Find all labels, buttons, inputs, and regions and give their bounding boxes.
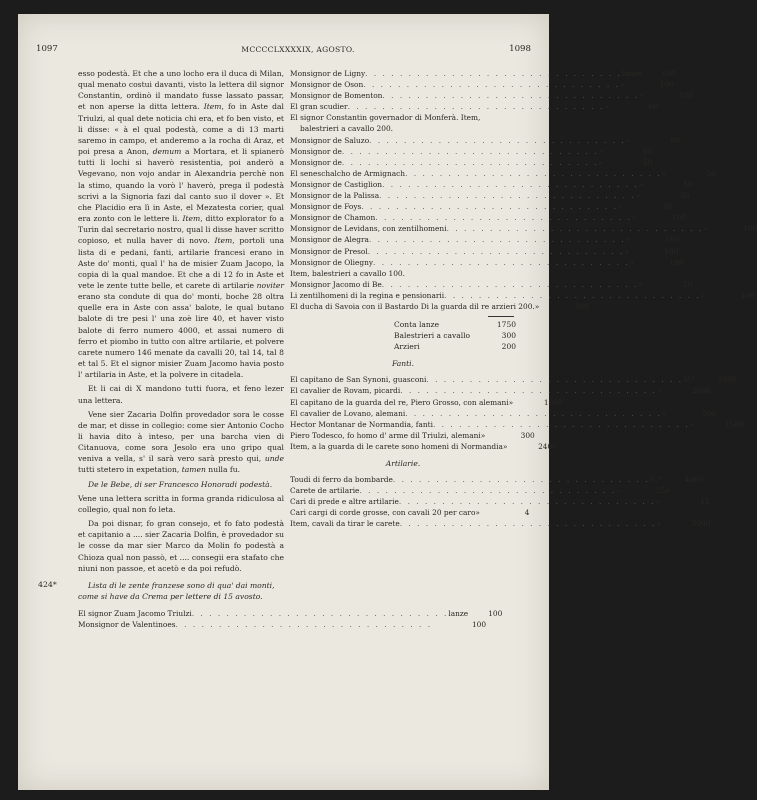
list-row bbox=[290, 518, 711, 529]
list-row bbox=[290, 246, 679, 257]
entry-name: Toudi di ferro da bombarde bbox=[290, 475, 393, 484]
entry-name: El cavalier de Rovam, picardi bbox=[290, 386, 401, 396]
entry-name: Carete de artilarie bbox=[290, 486, 360, 496]
entry-unit: » bbox=[624, 246, 629, 256]
entry-value: 100 bbox=[669, 257, 684, 267]
entry-unit: » bbox=[638, 279, 643, 289]
leader-dots: . . . . . . . . . . . . . . . . . . . . . . . . . . . . . . bbox=[405, 408, 662, 418]
paragraph bbox=[78, 409, 284, 476]
entry-unit: » bbox=[639, 91, 644, 101]
entry-unit: » bbox=[625, 135, 631, 145]
entry-unit: » bbox=[480, 430, 486, 440]
entry-value: 2000 bbox=[718, 375, 737, 385]
entry-unit: » bbox=[625, 235, 631, 245]
leader-dots: . . . . . . . . . . . . . . . . . . . . . . . . . . . . . . bbox=[399, 519, 657, 529]
left-list bbox=[78, 608, 503, 630]
list-row bbox=[290, 101, 659, 112]
entry-unit: » bbox=[635, 191, 641, 201]
entry-unit: » bbox=[502, 441, 508, 451]
paragraph-text: esso podestà. Et che a uno locho era il duca di Milan, qual menato costui davanti, visto la lettera dil signor Constantin, ordinò il mandato fusse lassato passar, et non aperse la ditta lettera. bbox=[78, 69, 284, 112]
leader-dots: . . . . . . . . . . . . . . . . . . . . . . . . . . . . . . bbox=[432, 419, 690, 429]
entry-name: El signor Zuam Jacomo Triulzi bbox=[78, 609, 192, 619]
paragraph-text: Item bbox=[182, 214, 201, 224]
total-row bbox=[394, 341, 516, 352]
entry-name: El gran scudier bbox=[290, 102, 348, 112]
right-page-number: 1098 bbox=[509, 44, 531, 54]
list-row bbox=[290, 79, 674, 90]
paragraph bbox=[78, 68, 284, 380]
entry-name: El capitano de la guarda del re, Piero Grosso, con alemani bbox=[290, 397, 509, 407]
entry-name: Monsignor de Presol bbox=[290, 246, 368, 256]
entry-unit: » bbox=[598, 157, 604, 167]
entry-unit: » bbox=[475, 508, 480, 518]
list-row bbox=[290, 90, 694, 101]
paragraph-text: Vene sier Zacaria Dolfin provedador sora le cosse de mar, et disse in collegio: come sier Antonio Cocho li havia dito à inteso, per una barcha vien di Citanuova, come sora Jesolo era uno gripo qual veniva a vella, s' il sarà vero sarà presto qui, bbox=[78, 409, 284, 464]
running-title: MCCCCLXXXXIX, AGOSTO. bbox=[241, 45, 355, 54]
paragraph bbox=[78, 493, 284, 515]
leader-dots: . . . . . . . . . . . . . . . . . . . . . . . . . . . . . . bbox=[369, 135, 626, 145]
section-title-fanti: Fanti. bbox=[391, 359, 415, 369]
list-row bbox=[290, 397, 563, 408]
leader-dots: . . . . . . . . . . . . . . . . . . . . . . . . . . . . . . bbox=[341, 157, 599, 167]
entry-unit: » bbox=[655, 497, 661, 507]
entry-name: Monsignor de Saluzo bbox=[290, 135, 370, 145]
list-row bbox=[290, 430, 535, 441]
paragraph-text: Vene una lettera scritta in forma granda ridiculosa al collegio, qual non fo leta. bbox=[78, 493, 284, 514]
entry-value: 50 bbox=[680, 191, 690, 201]
leader-dots: . . . . . . . . . . . . . . . . . . . . . . . . . . . . . . bbox=[426, 375, 683, 385]
leader-dots: . . . . . . . . . . . . . . . . . . . . . . . . . . . . . . bbox=[359, 486, 617, 496]
entry-name: Monsignor de Foys bbox=[290, 202, 362, 212]
list-row bbox=[290, 179, 693, 190]
list-row bbox=[290, 301, 589, 312]
list-row bbox=[290, 441, 557, 452]
leader-dots: . . . . . . . . . . . . . . . . . . . . . . . . . . . . . . bbox=[382, 179, 639, 189]
left-page-number: 1097 bbox=[36, 44, 58, 54]
paragraph-text: Et li cai di X mandono tutti fuora, et feno lezer una lettera. bbox=[78, 384, 284, 405]
entry-unit: » bbox=[631, 213, 637, 223]
list-row: El signor Constantin governador di Monferà. Item, balestrieri a cavallo 200. bbox=[290, 113, 481, 134]
list-row: Item, balestrieri a cavallo 100. bbox=[290, 268, 405, 278]
entry-unit: lanze bbox=[621, 69, 642, 78]
entry-value: 50 bbox=[643, 157, 653, 167]
paragraph-text: nulla fu. bbox=[205, 465, 240, 475]
list-row bbox=[290, 385, 711, 396]
entry-name: Monsignor de Levidans, con zentilhomeni bbox=[290, 224, 447, 234]
lanze-list bbox=[290, 68, 757, 312]
paragraph bbox=[78, 383, 284, 405]
list-row bbox=[290, 234, 680, 245]
list-row bbox=[290, 223, 757, 234]
entry-name: Monsignor de Castiglion bbox=[290, 179, 383, 189]
entry-unit: » bbox=[638, 179, 644, 189]
entry-value: 12 bbox=[700, 497, 710, 507]
list-row bbox=[290, 419, 744, 430]
paragraph-text: demum bbox=[152, 147, 182, 157]
list-row bbox=[290, 201, 672, 212]
entry-value: 100 bbox=[661, 69, 676, 78]
list-row bbox=[290, 474, 704, 485]
list-row bbox=[290, 135, 680, 146]
leader-dots: . . . . . . . . . . . . . . . . . . . . . . . . . . . . . . bbox=[446, 224, 704, 234]
total-value: 1750 bbox=[496, 320, 516, 330]
entry-value: 3000 bbox=[691, 519, 711, 529]
entry-value: 100 bbox=[743, 224, 757, 234]
total-label: Conta lanze bbox=[394, 320, 440, 330]
leader-dots: . . . . . . . . . . . . . . . . . . . . . . . . . . . . . . bbox=[405, 168, 662, 178]
total-label: Balestrieri a cavallo bbox=[394, 331, 471, 341]
leader-dots: . . . . . . . . . . . . . . . . . . . . . . . . . . . . . . bbox=[365, 69, 622, 78]
entry-name: Item, cavali da tirar le carete bbox=[290, 519, 400, 529]
section-title-artilarie: Artilarie. bbox=[385, 459, 421, 468]
leader-dots: . . . . . . . . . . . . . . . . . . . . . . . . . . . . . . bbox=[368, 235, 626, 245]
total-value: 200 bbox=[501, 342, 516, 352]
paragraph-text: unde bbox=[264, 454, 284, 464]
entry-name: El seneschalcho de Armignach bbox=[290, 168, 406, 178]
entry-value: 2000 bbox=[692, 386, 711, 396]
entry-name: Monsignor de Oliegny bbox=[290, 257, 374, 267]
entry-value: 300 bbox=[520, 430, 535, 440]
fanti-list bbox=[290, 374, 744, 452]
list-row bbox=[290, 496, 710, 507]
entry-unit: » bbox=[703, 224, 708, 234]
leader-dots: . . . . . . . . . . . . . . . . . . . . . . . . . . . . . . bbox=[379, 191, 636, 201]
list-row bbox=[290, 212, 686, 223]
entry-value: 70 bbox=[662, 202, 672, 212]
paragraph-text: Da poi disnar, fo gran consejo, et fo fato podestà et capitanio a .... sier Zacaria Dolfin, è provedador su le cosse da mar sier Marco da Molin fo podestà a Chioza qual non passò, et .... consegii era stafato che niuni non passoe, et acetò e da poi refudò. bbox=[78, 519, 284, 573]
entry-unit: » bbox=[617, 202, 623, 212]
entry-value: 500 bbox=[701, 408, 716, 418]
list-row bbox=[290, 507, 530, 518]
leader-dots: . . . . . . . . . . . . . . . . . . . . . . . . . . . . . . bbox=[367, 246, 625, 256]
entry-name: Cari di prede e altre artilarie bbox=[290, 497, 399, 507]
entry-name: Monsignor de Chamon bbox=[290, 213, 376, 223]
entry-name: Monsignor de Bomenton bbox=[290, 91, 383, 101]
entry-value: 100 bbox=[488, 609, 503, 619]
leader-dots: . . . . . . . . . . . . . . . . . . . . . . . . . . . . . . bbox=[381, 279, 639, 289]
paragraph-text: De le Bebe, di ser Francesco Honoradi podestà. bbox=[88, 479, 273, 489]
entry-name: Monsignor de Ligny bbox=[290, 69, 366, 78]
entry-value: 100 bbox=[471, 620, 487, 630]
leader-dots: . . . . . . . . . . . . . . . . . . . . . . . . . . . . . . bbox=[392, 475, 650, 484]
leader-dots: . . . . . . . . . . . . . . . . . . . . . . . . . . . . . . bbox=[373, 257, 630, 267]
leader-dots: . . . . . . . . . . . . . . . . . . . . . . . . . . . . . . bbox=[375, 213, 632, 223]
entry-name: Monsignor de bbox=[290, 146, 342, 156]
entry-unit: » bbox=[661, 168, 667, 178]
total-row bbox=[394, 330, 516, 341]
entry-name: Item, a la guarda di le carete sono homeni di Normandia bbox=[290, 441, 503, 451]
entry-unit: » bbox=[700, 290, 706, 300]
entry-name: El ducha di Savoia con il Bastardo Di la guarda dil re arzieri 200. bbox=[290, 301, 535, 311]
entry-name: Monsignor de Valentinoes bbox=[78, 620, 176, 630]
paragraph-text: , fo in Aste dal Triulzi, al qual dete noticia chi era, et fo ben visto, et li disse: « à el qual podestà, come a di 13 marti saremo in campo, et anderemo a la rocha di Araz, et poi presa a Anon, bbox=[78, 102, 284, 157]
paragraph bbox=[78, 518, 284, 574]
entry-name: Monsignor de Alegra bbox=[290, 235, 369, 245]
list-row bbox=[290, 290, 755, 301]
left-paragraphs bbox=[78, 68, 284, 574]
entry-name: Piero Todesco, fo homo d' arme dil Triulzi, alemani bbox=[290, 430, 481, 440]
entry-value: 100 bbox=[665, 235, 680, 245]
leader-dots: . . . . . . . . . . . . . . . . . . . . . . . . . . . . . . bbox=[363, 80, 620, 90]
leader-dots: . . . . . . . . . . . . . . . . . . . . . . . . . . . . . . bbox=[398, 497, 656, 507]
entry-unit: » bbox=[598, 146, 604, 156]
list-row bbox=[290, 146, 653, 157]
artilarie-list bbox=[290, 474, 711, 529]
entry-value: 50 bbox=[683, 179, 693, 189]
entry-value: 1500 bbox=[724, 419, 744, 429]
document-page bbox=[18, 14, 757, 790]
entry-unit: lanze bbox=[448, 609, 469, 619]
entry-value: 100 bbox=[678, 91, 694, 101]
entry-value: 60 bbox=[643, 146, 653, 156]
entry-unit: N.° bbox=[683, 375, 696, 385]
leader-dots: . . . . . . . . . . . . . . . . . . . . . . . . . . . . . . bbox=[361, 202, 618, 212]
leader-dots: . . . . . . . . . . . . . . . . . . . . . . . . . . . . . . bbox=[400, 386, 657, 396]
entry-unit: » bbox=[656, 386, 662, 396]
entry-value: 100 bbox=[659, 80, 674, 90]
entry-name: Hector Montanar de Normandia, fanti bbox=[290, 419, 433, 429]
entry-value: 60 bbox=[648, 102, 659, 112]
paragraph-text: erano sta condute di qua do' monti, boche 28 oltra quelle era in Aste con assa' balote, le qual butano balote di tre pesi l' una zoè lire 40, et haver visto balote di ferro numero 4000, et assai numero di ferro et piombo in tutto con altre artilarie, et polvere carete numero 146 menate da cavalli 20, tal 14, tal 8 et tal 5. Et el signor misier Zuam Jacomo havia posto l' artilaria in Aste, et la polvere in citadela. bbox=[78, 292, 284, 380]
entry-unit: » bbox=[661, 408, 667, 418]
list-row bbox=[290, 279, 693, 290]
total-rule bbox=[488, 316, 514, 317]
paragraph-text: , ditto explorator fo a Turin dal secretario nostro, qual li disse haver scritto copioso, et nulla haver di novo. bbox=[78, 214, 284, 246]
entry-name: Li zentilhomeni di la regina e pensionarii bbox=[290, 290, 445, 300]
entry-name: El capitano de San Synoni, guasconi bbox=[290, 375, 427, 385]
paragraph-text: a Mortara, et li spianerò tutti li lochi si haverò resistentia, poi anderò a Vegevano, non vojo andar in Alexandria perchè non la stimo, quando la vorò l' haverò, prega il podestà scrivi a la Signoria fazi dal canto suo il dover ». Et che Placidio era lì in Aste, el Mezatesta corier, qual era zonto con le lettere li. bbox=[78, 147, 284, 224]
entry-value: 50 bbox=[682, 279, 693, 289]
entry-name: El cavalier de Lovano, alemani bbox=[290, 408, 406, 418]
leader-dots: . . . . . . . . . . . . . . . . . . . . . . . . . . . . . . bbox=[382, 91, 640, 101]
entry-unit: » bbox=[629, 257, 635, 267]
entry-value: 1000 bbox=[543, 397, 563, 407]
entry-value: 200 bbox=[574, 301, 589, 311]
paragraph-text: Item bbox=[214, 236, 233, 246]
entry-value: 80 bbox=[670, 135, 680, 145]
list-row bbox=[290, 374, 737, 385]
leader-dots: . . . . . . . . . . . . . . . . . . . . . . . . . . . . . . bbox=[347, 102, 605, 112]
list-row bbox=[290, 157, 653, 168]
entry-unit: » bbox=[534, 301, 540, 311]
right-list-column bbox=[290, 68, 757, 529]
list-row bbox=[78, 608, 503, 619]
list-row bbox=[290, 190, 690, 201]
leader-dots: . . . . . . . . . . . . . . . . . . . . . . . . . . . . . . bbox=[444, 290, 701, 300]
list-row bbox=[290, 408, 716, 419]
entry-value: 100 bbox=[664, 246, 679, 256]
total-label: Arzieri bbox=[394, 342, 420, 352]
entry-unit: » bbox=[508, 397, 514, 407]
entry-value: 50 bbox=[706, 168, 716, 178]
entry-value: 250 bbox=[655, 486, 671, 496]
list-row bbox=[290, 257, 684, 268]
list-row bbox=[290, 68, 676, 79]
entry-unit: » bbox=[656, 519, 661, 529]
entry-name: Monsignor Jacomo di Be bbox=[290, 279, 382, 289]
margin-number: 424* bbox=[38, 579, 57, 589]
total-row bbox=[394, 319, 516, 330]
paragraph-text: tutti stetero in expetation, bbox=[78, 465, 182, 475]
entry-unit: » bbox=[689, 419, 695, 429]
entry-unit: » bbox=[619, 80, 625, 90]
paragraph bbox=[78, 479, 284, 490]
entry-value: 4 bbox=[524, 508, 530, 518]
entry-unit: » bbox=[616, 486, 621, 496]
entry-name: Cari cargi di corde grosse, con cavali 20 per caro bbox=[290, 508, 476, 518]
paragraph-text: tamen bbox=[181, 465, 206, 475]
list-row bbox=[78, 619, 487, 630]
leader-dots: . . . . . . . . . . . . . . . . . . . . . . . . . . . . . . bbox=[341, 146, 599, 156]
entry-name: Monsignor de Oson bbox=[290, 80, 364, 90]
entry-name: Monsignor de bbox=[290, 157, 342, 167]
list-heading: Lista di le zente franzese sono di qua' dai monti, come si have da Crema per lettere di 15 avosto. bbox=[78, 580, 275, 602]
leader-dots: . . . . . . . . . . . . . . . . . . . . . . . . . . . . . . bbox=[175, 620, 433, 630]
leader-dots: . . . . . . . . . . . . . . . . . . . . . . . . . . . . . . bbox=[191, 609, 449, 619]
entry-name: Monsignor de la Palissa bbox=[290, 191, 380, 201]
totals-block bbox=[394, 319, 516, 352]
total-value: 300 bbox=[501, 331, 516, 341]
list-row bbox=[290, 485, 671, 496]
paragraph-text: noviter bbox=[256, 280, 284, 290]
entry-value: 100 bbox=[671, 213, 686, 223]
entry-value: 100 bbox=[740, 290, 755, 300]
entry-unit: N.° bbox=[649, 475, 662, 484]
entry-unit: » bbox=[604, 102, 609, 112]
entry-value: 4000 bbox=[684, 475, 704, 484]
paragraph-text: Item bbox=[203, 102, 222, 112]
paragraph-text: , portoli una lista di e pedani, fanti, artilarie francesi erano in Aste do' monti, qual l' ha de misier Zuam Jacopo, la copia di la qual mandoe. Et che a di 12 fo in Aste et vete le zente tutte belle, et carete di artilarie bbox=[78, 236, 284, 290]
entry-value: 2400 bbox=[538, 441, 557, 451]
list-row bbox=[290, 168, 716, 179]
entry-unit bbox=[432, 619, 458, 630]
